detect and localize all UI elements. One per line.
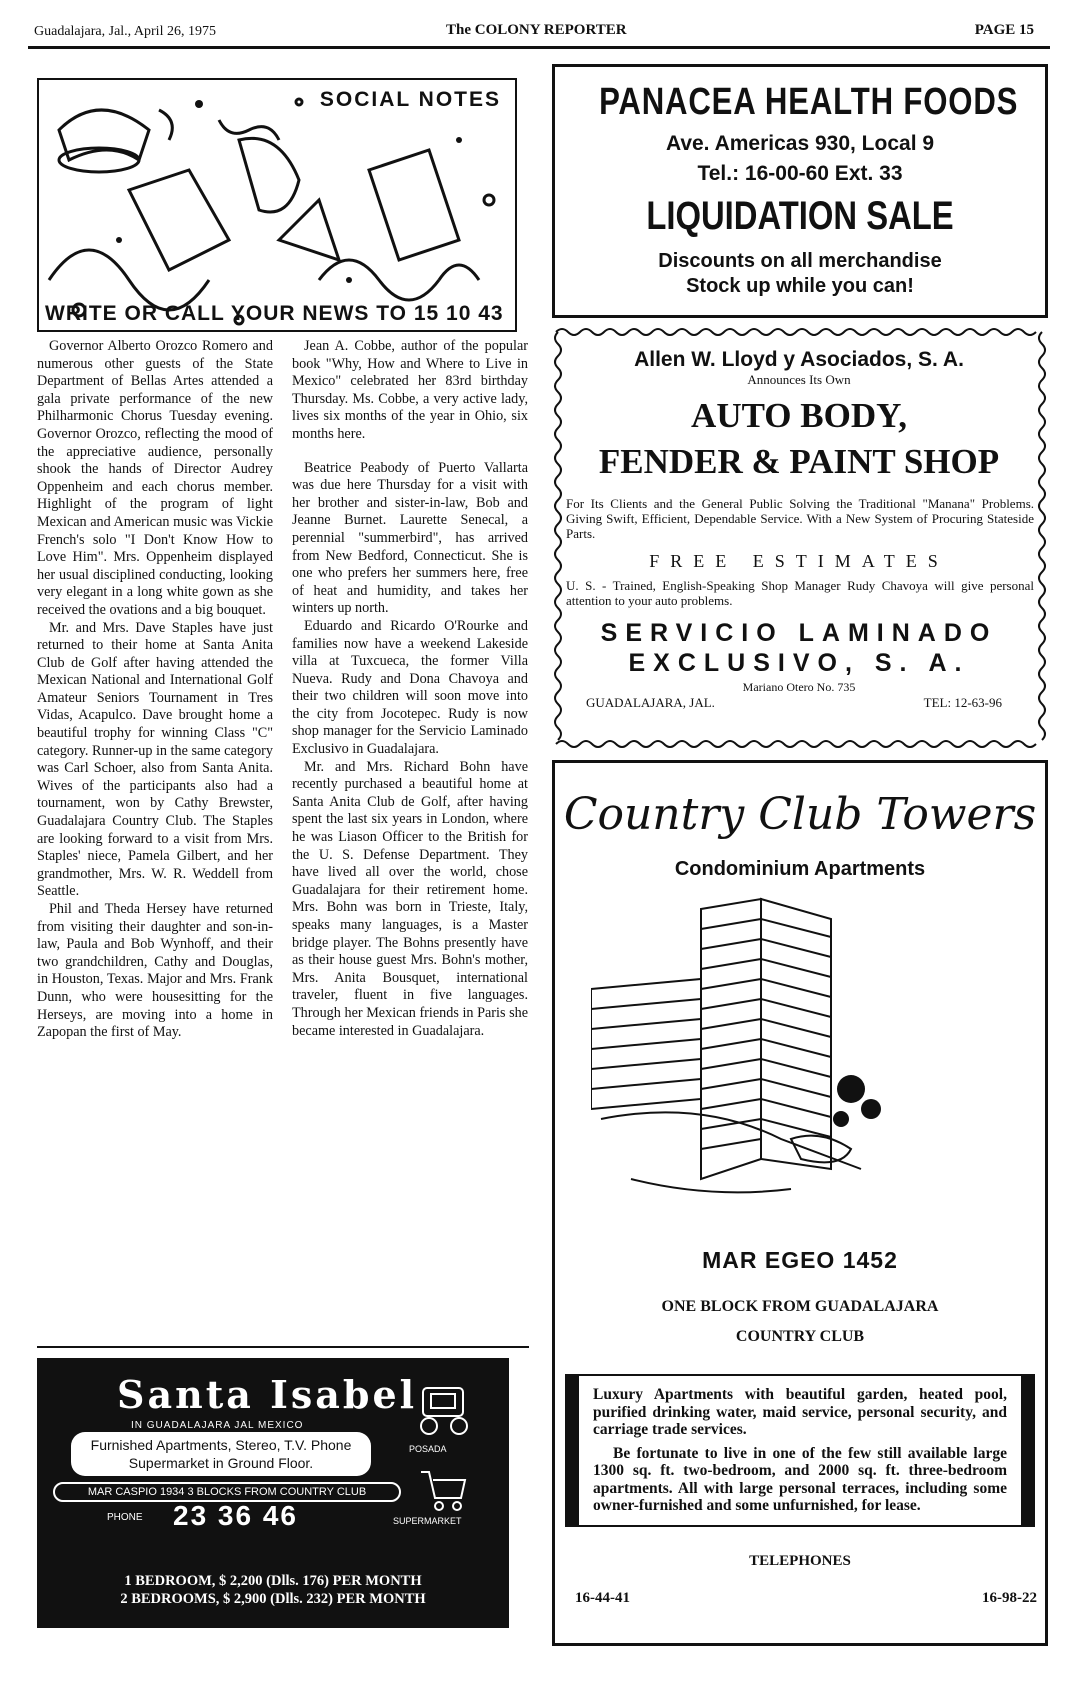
santa-isabel-rates — [37, 1572, 509, 1608]
country-club-address: MAR EGEO 1452 — [702, 1247, 898, 1273]
page-number: PAGE 15 — [974, 22, 1034, 38]
shopping-cart-icon — [419, 1468, 469, 1514]
santa-isabel-phone-label: PHONE — [107, 1512, 143, 1523]
allen-exclusivo: EXCLUSIVO, S. A. — [628, 649, 970, 677]
panacea-phone: Tel.: 16-00-60 Ext. 33 — [697, 162, 903, 185]
panacea-sale: LIQUIDATION SALE — [646, 194, 954, 238]
social-notes-contact: WRITE OR CALL YOUR NEWS TO 15 10 43 — [45, 302, 504, 325]
allen-lloyd-ad — [556, 336, 1042, 744]
allen-body: For Its Clients and the General Public Solving the Traditional "Manana" Problems. Giving Swift, Efficient, Dependable Service. With a New System of Procuring Stateside Parts. — [566, 496, 1034, 541]
building-illustration — [591, 889, 891, 1219]
country-club-title: Country Club Towers — [563, 789, 1037, 840]
country-club-description-box — [565, 1374, 1035, 1527]
party-illustration — [39, 80, 515, 330]
country-club-paragraph-1: Luxury Apartments with beautiful garden, heated pool, purified drinking water, maid service, personal security, and carriage trade services. — [593, 1386, 1007, 1438]
santa-isabel-supermarket: SUPERMARKET — [393, 1516, 462, 1526]
page-header — [28, 22, 1048, 44]
country-club-location-2: COUNTRY CLUB — [735, 1328, 865, 1345]
country-club-phone-row — [575, 1590, 1037, 1607]
header-rule — [28, 46, 1050, 49]
panacea-line1: Discounts on all merchandise — [658, 250, 942, 272]
santa-isabel-place: IN GUADALAJARA JAL MEXICO — [131, 1420, 304, 1431]
newspaper-name: The COLONY REPORTER — [446, 22, 627, 38]
santa-isabel-features-2: Supermarket in Ground Floor. — [128, 1455, 314, 1471]
allen-heading-1: AUTO BODY, — [691, 396, 907, 435]
allen-street: Mariano Otero No. 735 — [742, 680, 856, 694]
country-club-subtitle: Condominium Apartments — [674, 858, 926, 880]
country-club-tel-1: 16-44-41 — [575, 1589, 630, 1606]
santa-isabel-features-1: Furnished Apartments, Stereo, T.V. Phone — [90, 1437, 352, 1453]
allen-announces: Announces Its Own — [747, 372, 851, 387]
santa-isabel-address: MAR CASPIO 1934 3 BLOCKS FROM COUNTRY CLUB — [53, 1482, 401, 1502]
article-paragraph: Phil and Theda Hersey have returned from visiting their daughter and son-in-law, Paula and Bob Wynhoff, and their two grandchildren, Cathy and Douglas, in Houston, Texas. Major and Mrs. Frank Dunn, who were housesitting for the Herseys, are moving into a home in Zapopan the first of May. — [37, 901, 273, 1041]
article-paragraph: Governor Alberto Orozco Romero and numerous other guests of the State Department of Bellas Artes attended a gala private performance of the new Philharmonic Chorus Tuesday evening. Governor Orozco, reflecting the mood of the appreciative audience, personally shook the hands of Director Audrey Oppenheim and each chorus member. Highlight of the program of light Mexican and American music was Vickie French's solo "I Don't Know How to Love Him". Mrs. Oppenheim displayed her usual disciplined conducting, looking very elegant in a long white gown as she received the ovations and a big bouquet. — [37, 338, 273, 618]
allen-servicio: SERVICIO LAMINADO — [600, 619, 998, 647]
social-notes-banner — [37, 78, 517, 332]
allen-company: Allen W. Lloyd y Asociados, S. A. — [634, 348, 964, 371]
santa-isabel-rate-1: 1 BEDROOM, $ 2,200 (Dlls. 176) PER MONTH — [124, 1573, 422, 1589]
social-notes-title: SOCIAL NOTES — [319, 88, 501, 111]
allen-tel: TEL: 12-63-96 — [923, 695, 1002, 710]
allen-free-estimates: FREE ESTIMATES — [649, 551, 949, 571]
country-club-location-1: ONE BLOCK FROM GUADALAJARA — [661, 1298, 939, 1315]
article-paragraph: Eduardo and Ricardo O'Rourke and families now have a weekend Lakeside villa at Tuxcueca, the former Villa Nueva. Rudy and Dona Chavoya and their two children will soon move into the city from Jocotepec. Rudy is now shop manager for the Servicio Laminado Exclusivo in Guadalajara. — [292, 617, 528, 758]
article-paragraph: Jean A. Cobbe, author of the popular book "Why, How and Where to Live in Mexico" celebrated her 83rd birthday Thursday. Ms. Cobbe, a very active lady, lives six months of the year in Ohio, six months here. — [292, 338, 528, 442]
allen-city: GUADALAJARA, JAL. — [586, 695, 715, 710]
santa-isabel-phone: 23 36 46 — [173, 1500, 298, 1531]
dateline: Guadalajara, Jal., April 26, 1975 — [34, 24, 216, 39]
column-1 — [37, 338, 273, 1042]
carriage-icon — [415, 1382, 475, 1438]
panacea-ad — [552, 64, 1048, 318]
panacea-line2: Stock up while you can! — [686, 275, 914, 297]
santa-isabel-name: Santa Isabel — [117, 1372, 418, 1417]
column-bottom-rule — [37, 1346, 529, 1348]
article-paragraph: Mr. and Mrs. Richard Bohn have recently purchased a beautiful home at Santa Anita Club de Golf, after having spent the last six years in London, where he was Liason Officer to the British for the U. S. Defense Department. They have lived all over the world, chose Guadalajara for their retirement home. Mrs. Bohn was born in Trieste, Italy, speaks many languages, is a Master bridge player. The Bohns presently have as their house guest Mrs. Bohn's mother, Mrs. Anita Bousquet, international traveler, fluent in five languages. Through her Mexican friends in Paris she became interested in Guadalajara. — [292, 758, 528, 1039]
country-club-paragraph-2: Be fortunate to live in one of the few still available large 1300 sq. ft. two-bedroom, and 2000 sq. ft. three-bedroom apartments. All with large personal terraces, including some owner-furnished and some unfurnished, for lease. — [593, 1444, 1007, 1514]
santa-isabel-rate-2: 2 BEDROOMS, $ 2,900 (Dlls. 232) PER MONTH — [120, 1591, 426, 1607]
article-paragraph: Mr. and Mrs. Dave Staples have just returned to their home at Santa Anita Club de Golf after having attended the Mexican National and International Golf Amateur Seniors Tournament in Tres Vidas, Acapulco. Dave brought home a beautiful trophy for winning Class "C" category. Runner-up in the same category was Carl Schoer, also from Santa Anita. Wives of the participants also had a tournament, won by Cathy Brewster, Guadalajara Country Club. The Staples are looking forward to a visit from Mrs. Staples' niece, Pamela Gilbert, and her grandmother, Mrs. W. R. Weddell from Seattle. — [37, 619, 273, 900]
allen-contact-row — [586, 695, 1002, 711]
country-club-telephones-label: TELEPHONES — [749, 1552, 851, 1569]
country-club-tel-2: 16-98-22 — [982, 1589, 1037, 1606]
allen-body-2: U. S. - Trained, English-Speaking Shop Manager Rudy Chavoya will give personal attention to your auto problems. — [566, 578, 1034, 608]
panacea-address: Ave. Americas 930, Local 9 — [665, 132, 935, 155]
allen-heading-2: FENDER & PAINT SHOP — [598, 442, 1000, 481]
santa-isabel-features — [71, 1432, 371, 1476]
panacea-name: PANACEA HEALTH FOODS — [599, 81, 1019, 123]
country-club-ad — [552, 760, 1048, 1646]
santa-isabel-ad — [37, 1358, 509, 1628]
article-paragraph: Beatrice Peabody of Puerto Vallarta was due here Thursday for a visit with her brother and sister-in-law, Bob and Jeanne Burnet. Laurette Senecal, a perennial "summerbird", has arrived from New Bedford, Connecticut. She is one who prefers her summers here, free of heat and humidity, and takes her winters up north. — [292, 459, 528, 617]
santa-isabel-posada: POSADA — [409, 1444, 447, 1454]
column-2 — [292, 338, 528, 1040]
